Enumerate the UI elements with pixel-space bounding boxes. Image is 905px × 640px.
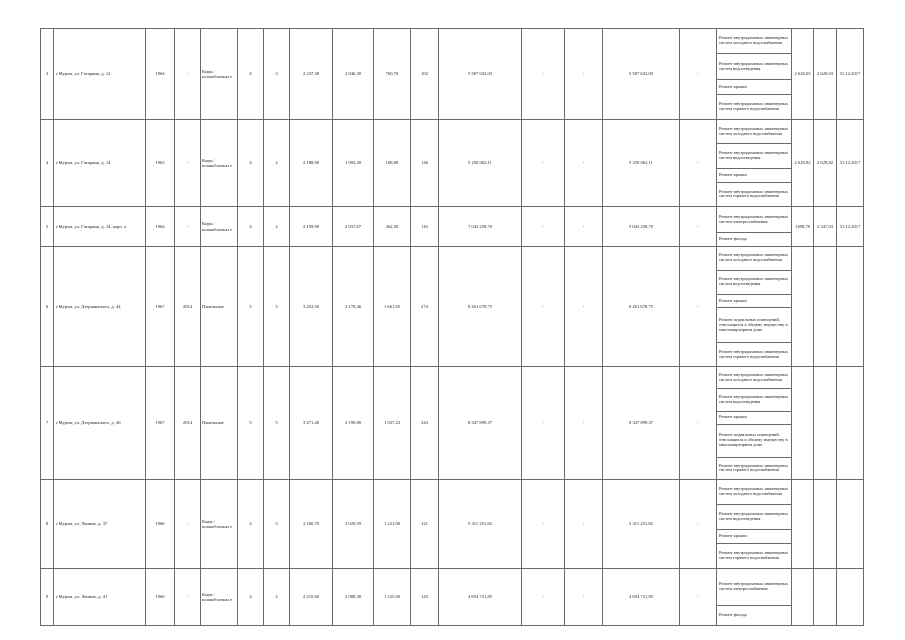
- row-entrances: 2: [264, 120, 290, 207]
- row-number: 7: [41, 367, 54, 480]
- row-nonliving-area: 1 125,60: [374, 569, 411, 626]
- row-owner-cost: 5 043 258,70: [603, 207, 680, 247]
- row-entrances: 5: [264, 247, 290, 367]
- row-year-overhaul: -: [175, 569, 201, 626]
- row-year-built: 1966: [146, 480, 175, 569]
- row-fund-cost: -: [522, 120, 565, 207]
- row-max-cost: [814, 367, 837, 480]
- work-item: Ремонт фасада: [719, 236, 747, 242]
- row-works-list: [717, 120, 792, 207]
- row-year-built: 1967: [146, 367, 175, 480]
- row-works-list: [717, 480, 792, 569]
- work-item: Ремонт крыши: [717, 169, 791, 183]
- repair-program-table: [40, 28, 864, 626]
- table-row: [41, 480, 864, 569]
- works-list: [717, 29, 791, 119]
- row-budget-cost: -: [565, 247, 603, 367]
- row-fund-cost: -: [522, 247, 565, 367]
- row-floors: 4: [238, 569, 264, 626]
- row-owner-cost: 5 587 632,03: [603, 29, 680, 120]
- work-item: Ремонт крыши: [717, 412, 791, 424]
- work-item: Ремонт внутридомовых инженерных систем холодного водоснабжения: [717, 247, 791, 270]
- row-owner-cost: 5 311 251,82: [603, 480, 680, 569]
- row-entrances: 2: [264, 207, 290, 247]
- row-unit-cost: 2 620,03: [792, 29, 814, 120]
- row-works-list: [717, 207, 792, 247]
- row-unit-cost: [792, 480, 814, 569]
- work-item: Ремонт внутридомовых инженерных систем горячего водоснабжения: [719, 550, 789, 561]
- row-year-overhaul: -: [175, 207, 201, 247]
- row-year-overhaul: 2014: [175, 367, 201, 480]
- table-row: [41, 207, 864, 247]
- row-year-built: 1964: [146, 29, 175, 120]
- row-nonliving-area: 1 661,65: [374, 247, 411, 367]
- row-residents: 143: [411, 569, 439, 626]
- row-unit-cost: [792, 569, 814, 626]
- row-nonliving-area: 1 927,23: [374, 367, 411, 480]
- row-address: г.Муром, ул. Дзержинского, д. 46: [54, 367, 146, 480]
- row-deadline: [837, 569, 864, 626]
- row-number: 9: [41, 569, 54, 626]
- row-residents: 121: [411, 480, 439, 569]
- row-budget-cost: -: [565, 367, 603, 480]
- row-address: г.Муром, ул. Гагарина, д. 14: [54, 120, 146, 207]
- row-unit-cost: [792, 247, 814, 367]
- works-list: [717, 480, 791, 568]
- row-address: г.Муром, ул. Гагарина, д. 12: [54, 29, 146, 120]
- work-item: Ремонт внутридомовых инженерных систем холодного водоснабжения: [717, 120, 791, 144]
- row-fund-cost: -: [522, 569, 565, 626]
- table-row: [41, 120, 864, 207]
- row-nonliving-area: 1 221,00: [374, 480, 411, 569]
- row-deadline: 31.12.2017: [837, 207, 864, 247]
- row-address: г.Муром, ул. Дзержинского, д. 44: [54, 247, 146, 367]
- row-total-area: 3 471,40: [290, 367, 333, 480]
- row-owner-cost: 5 250 062,11: [603, 120, 680, 207]
- row-total-area: 2 188,90: [290, 120, 333, 207]
- row-max-cost: 2 347,03: [814, 207, 837, 247]
- row-entrances: 5: [264, 367, 290, 480]
- row-residents: 243: [411, 367, 439, 480]
- row-total-cost: 5 311 251,82: [439, 480, 522, 569]
- work-item: Ремонт внутридомовых инженерных систем горячего водоснабжения: [719, 348, 789, 359]
- row-max-cost: [814, 247, 837, 367]
- row-total-cost: 8 261 678,75: [439, 247, 522, 367]
- work-item: Ремонт внутридомовых инженерных систем электроснабжения: [717, 207, 791, 233]
- work-item: Ремонт внутридомовых инженерных систем водоотведения: [717, 54, 791, 80]
- work-item: Ремонт подвальных помещений, относящихся к общему имуществу в многоквартирном доме: [717, 308, 791, 343]
- work-item: Ремонт внутридомовых инженерных систем горячего водоснабжения: [719, 462, 789, 473]
- row-wall-material: Панельные: [201, 367, 238, 480]
- row-total-area: 2 159,90: [290, 207, 333, 247]
- row-fund-cost: -: [522, 367, 565, 480]
- row-living-area: 2 088,30: [333, 569, 374, 626]
- work-item: Ремонт внутридомовых инженерных систем электроснабжения: [717, 569, 791, 606]
- work-item: Ремонт фасада: [719, 612, 747, 618]
- row-number: 8: [41, 480, 54, 569]
- work-item: Ремонт крыши: [717, 294, 791, 307]
- works-list: [717, 367, 791, 479]
- works-list: [717, 247, 791, 366]
- row-total-area: 3 452,56: [290, 247, 333, 367]
- row-living-area: 3 170,46: [333, 247, 374, 367]
- row-total-cost: 5 250 062,11: [439, 120, 522, 207]
- row-owner-cost: 8 347 899,37: [603, 367, 680, 480]
- work-item: Ремонт подвальных помещений, относящихся к общему имуществу в многоквартирном доме: [717, 424, 791, 457]
- row-total-area: 3 160,70: [290, 480, 333, 569]
- row-number: 5: [41, 207, 54, 247]
- work-item: Ремонт внутридомовых инженерных систем водоотведения: [717, 389, 791, 412]
- row-budget-cost: -: [565, 207, 603, 247]
- works-list: [717, 207, 791, 246]
- row-wall-material: Панельные: [201, 247, 238, 367]
- row-living-area: 3 199,80: [333, 367, 374, 480]
- row-floors: 5: [238, 367, 264, 480]
- row-budget-cost: -: [565, 29, 603, 120]
- row-wall-material: Кирп./ шлакоблочны е: [201, 480, 238, 569]
- row-unit-cost: 1498,78: [792, 207, 814, 247]
- row-fund-cost: -: [522, 207, 565, 247]
- row-other-cost: -: [680, 480, 717, 569]
- row-total-cost: 5 587 632,03: [439, 29, 522, 120]
- row-max-cost: [814, 480, 837, 569]
- table-row: [41, 247, 864, 367]
- row-living-area: 2 046,30: [333, 29, 374, 120]
- work-item: Ремонт внутридомовых инженерных систем водоотведения: [717, 144, 791, 169]
- row-deadline: [837, 480, 864, 569]
- row-nonliving-area: 108,00: [374, 120, 411, 207]
- work-item: Ремонт внутридомовых инженерных систем холодного водоснабжения: [717, 480, 791, 504]
- row-wall-material: Кирп./ шлакоблочны е: [201, 29, 238, 120]
- row-year-overhaul: -: [175, 480, 201, 569]
- row-residents: 274: [411, 247, 439, 367]
- row-deadline: [837, 247, 864, 367]
- row-works-list: [717, 367, 792, 480]
- row-budget-cost: -: [565, 480, 603, 569]
- row-deadline: [837, 367, 864, 480]
- row-nonliving-area: 760,70: [374, 29, 411, 120]
- row-works-list: [717, 569, 792, 626]
- row-address: г.Муром, ул. Ленина, д. 37: [54, 480, 146, 569]
- work-item: Ремонт внутридомовых инженерных систем водоотведения: [717, 270, 791, 294]
- row-living-area: 3 020,59: [333, 480, 374, 569]
- work-item: Ремонт внутридомовых инженерных систем водоотведения: [717, 504, 791, 529]
- row-residents: 116: [411, 207, 439, 247]
- row-entrances: 2: [264, 569, 290, 626]
- row-works-list: [717, 247, 792, 367]
- row-number: 6: [41, 247, 54, 367]
- row-nonliving-area: 362,50: [374, 207, 411, 247]
- row-max-cost: [814, 569, 837, 626]
- row-other-cost: -: [680, 569, 717, 626]
- row-floors: 4: [238, 480, 264, 569]
- table-row: [41, 367, 864, 480]
- row-unit-cost: 2 629,82: [792, 120, 814, 207]
- row-total-area: 2 237,30: [290, 29, 333, 120]
- row-budget-cost: -: [565, 569, 603, 626]
- row-number: 3: [41, 29, 54, 120]
- row-entrances: 3: [264, 480, 290, 569]
- row-other-cost: -: [680, 367, 717, 480]
- works-list: [717, 120, 791, 206]
- row-living-area: 1 993,40: [333, 120, 374, 207]
- row-other-cost: -: [680, 247, 717, 367]
- row-year-built: 1960: [146, 569, 175, 626]
- row-year-built: 1964: [146, 207, 175, 247]
- row-total-cost: 7 043 258,70: [439, 207, 522, 247]
- row-year-overhaul: -: [175, 120, 201, 207]
- row-floors: 4: [238, 29, 264, 120]
- works-list: [717, 569, 791, 625]
- row-unit-cost: [792, 367, 814, 480]
- row-total-cost: 8 347 899,37: [439, 367, 522, 480]
- work-item: Ремонт крыши: [717, 530, 791, 544]
- table-row: [41, 569, 864, 626]
- row-number: 4: [41, 120, 54, 207]
- row-works-list: [717, 29, 792, 120]
- row-address: г.Муром, ул. Ленина, д. 41: [54, 569, 146, 626]
- work-item: Ремонт внутридомовых инженерных систем горячего водоснабжения: [719, 100, 789, 111]
- row-year-built: 1963: [146, 120, 175, 207]
- row-entrances: 3: [264, 29, 290, 120]
- row-wall-material: Кирп./ шлакоблочны е: [201, 120, 238, 207]
- row-wall-material: Кирп./ шлакоблочны е: [201, 569, 238, 626]
- row-floors: 4: [238, 120, 264, 207]
- table-row: [41, 29, 864, 120]
- row-year-overhaul: 2014: [175, 247, 201, 367]
- row-owner-cost: 8 261 678,75: [603, 247, 680, 367]
- row-floors: 4: [238, 207, 264, 247]
- row-other-cost: -: [680, 29, 717, 120]
- row-address: г.Муром, ул. Гагарина, д. 14, корп. а: [54, 207, 146, 247]
- row-fund-cost: -: [522, 29, 565, 120]
- row-total-area: 2 210,60: [290, 569, 333, 626]
- row-living-area: 2 037,67: [333, 207, 374, 247]
- row-floors: 5: [238, 247, 264, 367]
- row-deadline: 31.12.2017: [837, 29, 864, 120]
- row-max-cost: 2 620,03: [814, 29, 837, 120]
- work-item: Ремонт крыши: [717, 80, 791, 94]
- work-item: Ремонт внутридомовых инженерных систем холодного водоснабжения: [717, 367, 791, 389]
- row-owner-cost: 4 694 721,85: [603, 569, 680, 626]
- work-item: Ремонт внутридомовых инженерных систем горячего водоснабжения: [719, 188, 789, 199]
- row-residents: 146: [411, 120, 439, 207]
- row-budget-cost: -: [565, 120, 603, 207]
- row-residents: 102: [411, 29, 439, 120]
- work-item: Ремонт внутридомовых инженерных систем холодного водоснабжения: [717, 29, 791, 54]
- row-year-overhaul: -: [175, 29, 201, 120]
- row-other-cost: -: [680, 207, 717, 247]
- row-fund-cost: -: [522, 480, 565, 569]
- row-total-cost: 4 694 721,85: [439, 569, 522, 626]
- row-wall-material: Кирп./ шлакоблочны е: [201, 207, 238, 247]
- row-deadline: 31.12.2017: [837, 120, 864, 207]
- row-max-cost: 2 629,82: [814, 120, 837, 207]
- row-year-built: 1967: [146, 247, 175, 367]
- row-other-cost: -: [680, 120, 717, 207]
